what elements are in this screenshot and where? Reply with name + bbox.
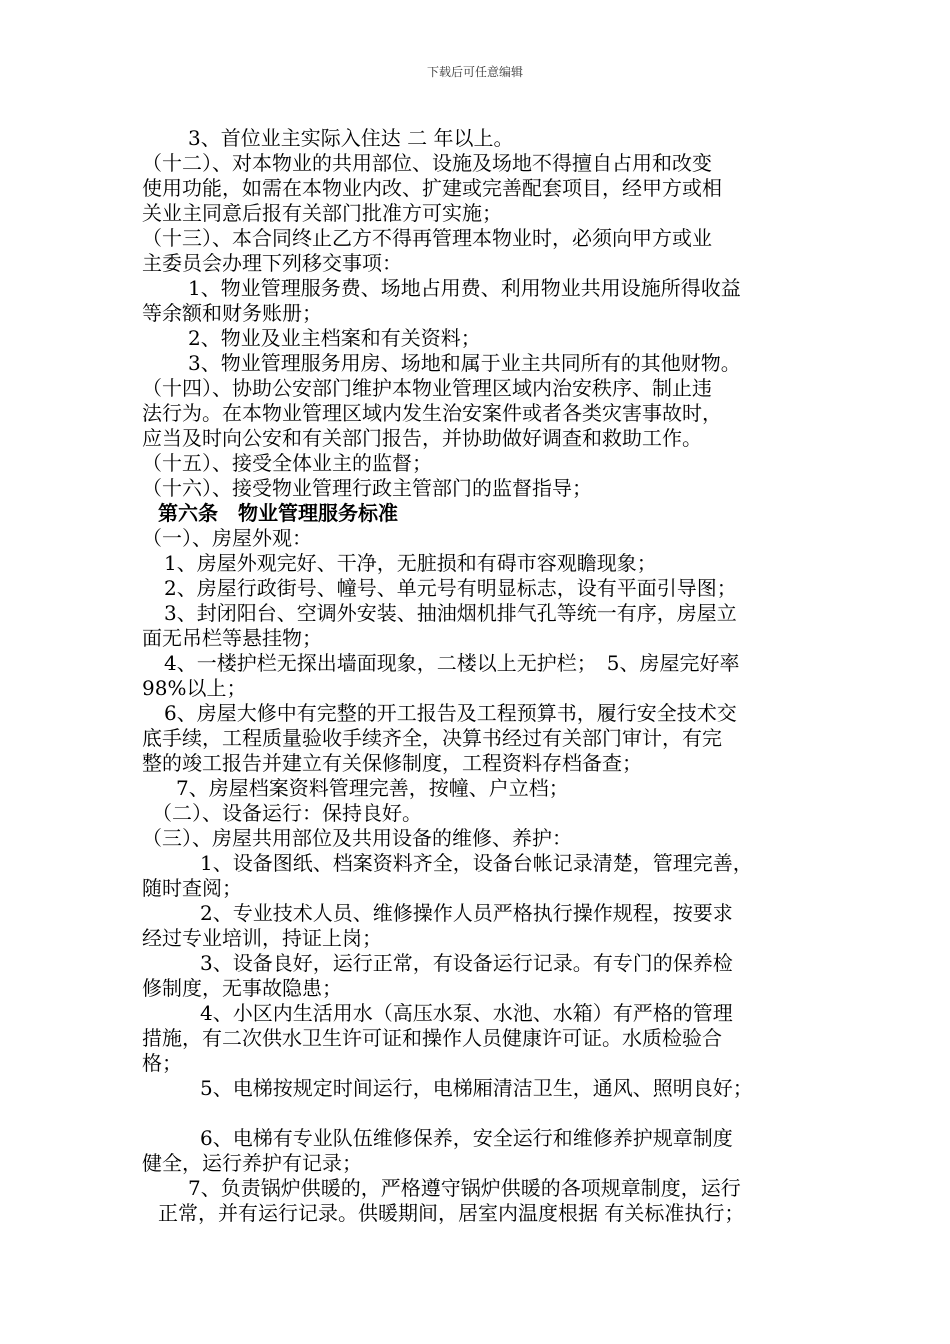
text-line: 1、房屋外观完好、干净，无脏损和有碍市容观瞻现象； (164, 551, 657, 575)
text-line: （十三）、本合同终止乙方不得再管理本物业时，必须向甲方或业 (142, 226, 712, 250)
text-line: 5、电梯按规定时间运行，电梯厢清洁卫生，通风、照明良好； (200, 1076, 753, 1100)
text-line: （十五）、接受全体业主的监督； (142, 451, 432, 475)
text-line: （二）、设备运行：保持良好。 (152, 801, 422, 825)
text-line: （一）、房屋外观： (142, 526, 312, 550)
text-line: 3、封闭阳台、空调外安装、抽油烟机排气孔等统一有序，房屋立 (164, 601, 737, 625)
text-line: 格； (142, 1051, 182, 1075)
text-line: 2、物业及业主档案和有关资料； (188, 326, 481, 350)
text-line: （十六）、接受物业管理行政主管部门的监督指导； (142, 476, 592, 500)
text-line: 随时查阅； (142, 876, 242, 900)
text-line: 3、设备良好，运行正常，有设备运行记录。有专门的保养检 (200, 951, 733, 975)
text-line: 关业主同意后报有关部门批准方可实施； (142, 201, 502, 225)
text-line: 3、首位业主实际入住达 二 年以上。 (188, 126, 514, 150)
text-line: 7、房屋档案资料管理完善，按幢、户立档； (176, 776, 569, 800)
text-line: 措施，有二次供水卫生许可证和操作人员健康许可证。水质检验合 (142, 1026, 722, 1050)
text-line: 底手续，工程质量验收手续齐全，决算书经过有关部门审计，有完 (142, 726, 722, 750)
text-line: 3、物业管理服务用房、场地和属于业主共同所有的其他财物。 (188, 351, 741, 375)
text-line: 正常，并有运行记录。供暖期间，居室内温度根据 有关标准执行； (158, 1201, 745, 1225)
text-line: 1、设备图纸、档案资料齐全，设备台帐记录清楚，管理完善， (200, 851, 753, 875)
text-line: 6、房屋大修中有完整的开工报告及工程预算书，履行安全技术交 (164, 701, 737, 725)
text-line: 整的竣工报告并建立有关保修制度，工程资料存档备查； (142, 751, 642, 775)
text-line: 健全，运行养护有记录； (142, 1151, 362, 1175)
text-line: 2、专业技术人员、维修操作人员严格执行操作规程，按要求 (200, 901, 733, 925)
text-line: 使用功能，如需在本物业内改、扩建或完善配套项目，经甲方或相 (142, 176, 722, 200)
text-line: 修制度，无事故隐患； (142, 976, 342, 1000)
section-heading: 第六条 物业管理服务标准 (158, 501, 398, 525)
text-line: 主委员会办理下列移交事项： (142, 251, 402, 275)
text-line: 经过专业培训，持证上岗； (142, 926, 382, 950)
text-line: 2、房屋行政街号、幢号、单元号有明显标志，设有平面引导图； (164, 576, 737, 600)
text-line: 7、负责锅炉供暖的，严格遵守锅炉供暖的各项规章制度，运行 (188, 1176, 741, 1200)
text-line: 法行为。在本物业管理区域内发生治安案件或者各类灾害事故时， (142, 401, 722, 425)
text-line: 98%以上； (142, 676, 247, 700)
text-line: 面无吊栏等悬挂物； (142, 626, 322, 650)
text-line: （三）、房屋共用部位及共用设备的维修、养护： (142, 826, 572, 850)
text-line: 4、一楼护栏无探出墙面现象，二楼以上无护栏； 5、房屋完好率 (164, 651, 740, 675)
text-line: （十二）、对本物业的共用部位、设施及场地不得擅自占用和改变 (142, 151, 712, 175)
text-line: （十四）、协助公安部门维护本物业管理区域内治安秩序、制止违 (142, 376, 712, 400)
text-line: 等余额和财务账册； (142, 301, 322, 325)
text-line: 6、电梯有专业队伍维修保养，安全运行和维修养护规章制度 (200, 1126, 733, 1150)
text-line: 应当及时向公安和有关部门报告，并协助做好调查和救助工作。 (142, 426, 702, 450)
text-line: 4、小区内生活用水（高压水泵、水池、水箱）有严格的管理 (200, 1001, 733, 1025)
text-line: 1、物业管理服务费、场地占用费、利用物业共用设施所得收益 (188, 276, 741, 300)
page-header: 下载后可任意编辑 (426, 65, 523, 79)
